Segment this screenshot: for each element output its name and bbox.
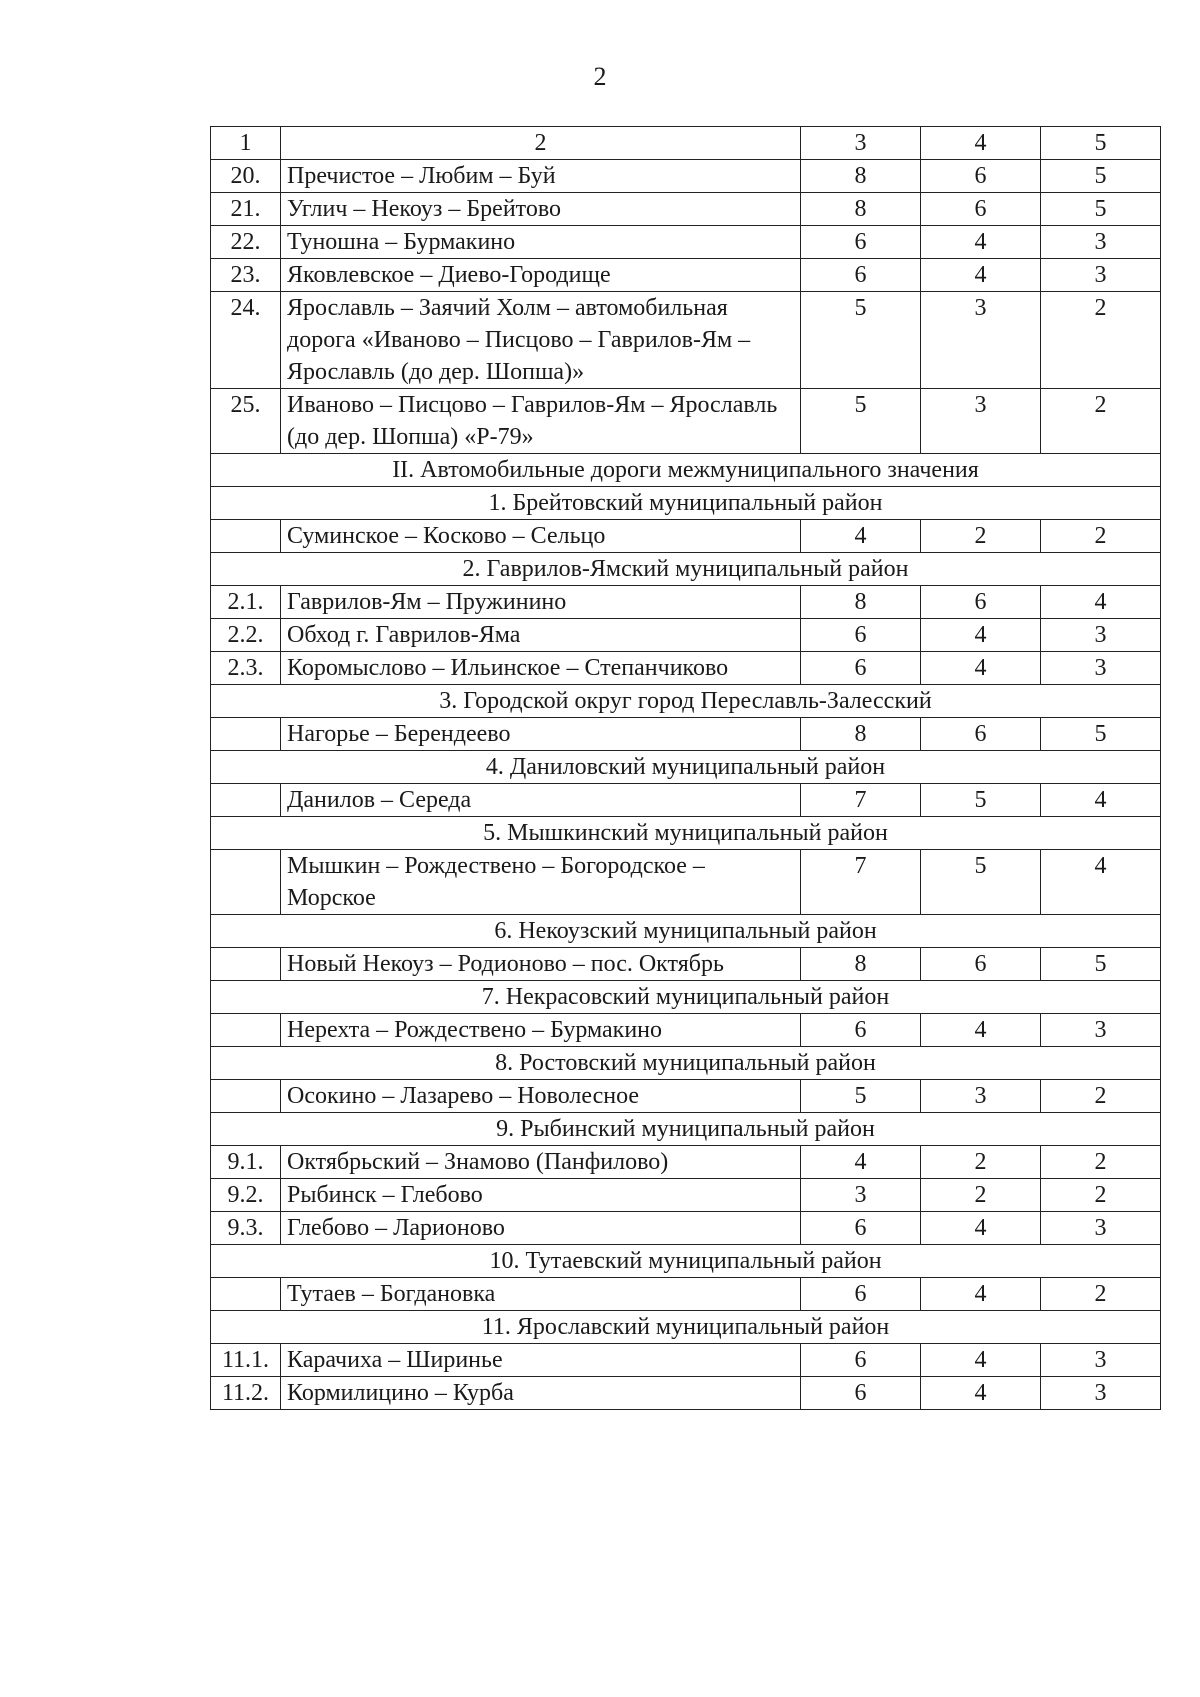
value-col-5: 4 bbox=[1041, 784, 1161, 817]
value-col-4: 4 bbox=[921, 226, 1041, 259]
table-row bbox=[211, 1377, 1161, 1410]
value-col-5: 2 bbox=[1041, 292, 1161, 389]
value-col-5: 5 bbox=[1041, 160, 1161, 193]
road-name: Гаврилов-Ям – Пружинино bbox=[281, 586, 801, 619]
section-row bbox=[211, 981, 1161, 1014]
road-name: Нагорье – Берендеево bbox=[281, 718, 801, 751]
road-name: Кормилицино – Курба bbox=[281, 1377, 801, 1410]
row-number: 21. bbox=[211, 193, 281, 226]
table-row bbox=[211, 1344, 1161, 1377]
road-name: Новый Некоуз – Родионово – пос. Октябрь bbox=[281, 948, 801, 981]
value-col-3: 7 bbox=[801, 784, 921, 817]
value-col-5: 5 bbox=[1041, 193, 1161, 226]
section-title: II. Автомобильные дороги межмуниципального значения bbox=[211, 454, 1161, 487]
value-col-3: 4 bbox=[801, 1146, 921, 1179]
page-number: 2 bbox=[593, 62, 607, 91]
header-cell-5: 5 bbox=[1041, 127, 1161, 160]
value-col-3: 8 bbox=[801, 586, 921, 619]
road-name: Ярославль – Заячий Холм – автомобильная дорога «Иваново – Писцово – Гаврилов-Ям – Ярославль (до дер. Шопша)» bbox=[281, 292, 801, 389]
table-row bbox=[211, 389, 1161, 454]
value-col-3: 6 bbox=[801, 1344, 921, 1377]
table-row bbox=[211, 1080, 1161, 1113]
value-col-5: 3 bbox=[1041, 619, 1161, 652]
table-row bbox=[211, 226, 1161, 259]
section-row bbox=[211, 817, 1161, 850]
road-name: Тутаев – Богдановка bbox=[281, 1278, 801, 1311]
value-col-4: 2 bbox=[921, 1146, 1041, 1179]
value-col-5: 3 bbox=[1041, 652, 1161, 685]
value-col-5: 3 bbox=[1041, 226, 1161, 259]
row-number: 22. bbox=[211, 226, 281, 259]
value-col-3: 6 bbox=[801, 226, 921, 259]
value-col-3: 6 bbox=[801, 619, 921, 652]
value-col-4: 2 bbox=[921, 1179, 1041, 1212]
section-title: 4. Даниловский муниципальный район bbox=[211, 751, 1161, 784]
value-col-4: 4 bbox=[921, 1377, 1041, 1410]
table-row bbox=[211, 619, 1161, 652]
table-row bbox=[211, 193, 1161, 226]
road-name: Нерехта – Рождествено – Бурмакино bbox=[281, 1014, 801, 1047]
value-col-5: 2 bbox=[1041, 1146, 1161, 1179]
header-cell-3: 3 bbox=[801, 127, 921, 160]
row-number: 2.2. bbox=[211, 619, 281, 652]
road-name: Октябрьский – Знамово (Панфилово) bbox=[281, 1146, 801, 1179]
road-name: Обход г. Гаврилов-Яма bbox=[281, 619, 801, 652]
value-col-3: 8 bbox=[801, 718, 921, 751]
section-row bbox=[211, 751, 1161, 784]
value-col-5: 5 bbox=[1041, 948, 1161, 981]
road-name: Пречистое – Любим – Буй bbox=[281, 160, 801, 193]
table-row bbox=[211, 1146, 1161, 1179]
row-number: 24. bbox=[211, 292, 281, 389]
row-number bbox=[211, 520, 281, 553]
road-name: Данилов – Середа bbox=[281, 784, 801, 817]
section-title: 6. Некоузский муниципальный район bbox=[211, 915, 1161, 948]
value-col-5: 4 bbox=[1041, 586, 1161, 619]
value-col-5: 4 bbox=[1041, 850, 1161, 915]
header-row bbox=[211, 127, 1161, 160]
value-col-4: 5 bbox=[921, 850, 1041, 915]
header-cell-4: 4 bbox=[921, 127, 1041, 160]
value-col-5: 3 bbox=[1041, 1377, 1161, 1410]
road-name: Коромыслово – Ильинское – Степанчиково bbox=[281, 652, 801, 685]
road-name: Рыбинск – Глебово bbox=[281, 1179, 801, 1212]
table-row bbox=[211, 259, 1161, 292]
value-col-4: 4 bbox=[921, 1014, 1041, 1047]
value-col-3: 8 bbox=[801, 160, 921, 193]
section-row bbox=[211, 487, 1161, 520]
value-col-3: 8 bbox=[801, 948, 921, 981]
section-row bbox=[211, 1311, 1161, 1344]
road-name: Мышкин – Рождествено – Богородское – Морское bbox=[281, 850, 801, 915]
value-col-5: 3 bbox=[1041, 1212, 1161, 1245]
section-row bbox=[211, 553, 1161, 586]
header-cell-2: 2 bbox=[281, 127, 801, 160]
road-name: Яковлевское – Диево-Городище bbox=[281, 259, 801, 292]
row-number bbox=[211, 948, 281, 981]
road-name: Глебово – Ларионово bbox=[281, 1212, 801, 1245]
section-row bbox=[211, 1245, 1161, 1278]
row-number: 2.3. bbox=[211, 652, 281, 685]
section-title: 9. Рыбинский муниципальный район bbox=[211, 1113, 1161, 1146]
value-col-5: 2 bbox=[1041, 1179, 1161, 1212]
row-number: 11.1. bbox=[211, 1344, 281, 1377]
row-number: 23. bbox=[211, 259, 281, 292]
road-name: Суминское – Косково – Сельцо bbox=[281, 520, 801, 553]
table-row bbox=[211, 160, 1161, 193]
row-number bbox=[211, 1014, 281, 1047]
row-number: 11.2. bbox=[211, 1377, 281, 1410]
value-col-3: 6 bbox=[801, 1014, 921, 1047]
value-col-3: 5 bbox=[801, 1080, 921, 1113]
value-col-4: 6 bbox=[921, 718, 1041, 751]
row-number: 20. bbox=[211, 160, 281, 193]
table-row bbox=[211, 948, 1161, 981]
value-col-5: 2 bbox=[1041, 389, 1161, 454]
value-col-5: 2 bbox=[1041, 520, 1161, 553]
row-number: 9.3. bbox=[211, 1212, 281, 1245]
value-col-4: 6 bbox=[921, 948, 1041, 981]
value-col-3: 6 bbox=[801, 259, 921, 292]
value-col-4: 4 bbox=[921, 259, 1041, 292]
section-row bbox=[211, 1047, 1161, 1080]
value-col-3: 6 bbox=[801, 1377, 921, 1410]
section-title: 1. Брейтовский муниципальный район bbox=[211, 487, 1161, 520]
value-col-5: 2 bbox=[1041, 1080, 1161, 1113]
row-number bbox=[211, 718, 281, 751]
road-name: Туношна – Бурмакино bbox=[281, 226, 801, 259]
value-col-4: 4 bbox=[921, 652, 1041, 685]
row-number: 9.2. bbox=[211, 1179, 281, 1212]
table-row bbox=[211, 1278, 1161, 1311]
table-row bbox=[211, 1212, 1161, 1245]
row-number bbox=[211, 1080, 281, 1113]
section-title: 2. Гаврилов-Ямский муниципальный район bbox=[211, 553, 1161, 586]
table-row bbox=[211, 292, 1161, 389]
value-col-4: 4 bbox=[921, 1344, 1041, 1377]
value-col-3: 3 bbox=[801, 1179, 921, 1212]
table-row bbox=[211, 718, 1161, 751]
value-col-3: 6 bbox=[801, 1212, 921, 1245]
value-col-5: 3 bbox=[1041, 1344, 1161, 1377]
value-col-4: 6 bbox=[921, 586, 1041, 619]
road-name: Иваново – Писцово – Гаврилов-Ям – Ярославль (до дер. Шопша) «Р-79» bbox=[281, 389, 801, 454]
roads-table bbox=[210, 126, 1161, 1410]
section-title: 5. Мышкинский муниципальный район bbox=[211, 817, 1161, 850]
value-col-3: 5 bbox=[801, 389, 921, 454]
value-col-5: 2 bbox=[1041, 1278, 1161, 1311]
section-title: 11. Ярославский муниципальный район bbox=[211, 1311, 1161, 1344]
row-number bbox=[211, 1278, 281, 1311]
section-row bbox=[211, 915, 1161, 948]
table-row bbox=[211, 1179, 1161, 1212]
section-row bbox=[211, 1113, 1161, 1146]
value-col-5: 5 bbox=[1041, 718, 1161, 751]
value-col-3: 7 bbox=[801, 850, 921, 915]
row-number bbox=[211, 784, 281, 817]
value-col-4: 4 bbox=[921, 1212, 1041, 1245]
section-title: 3. Городской округ город Переславль-Залесский bbox=[211, 685, 1161, 718]
value-col-3: 5 bbox=[801, 292, 921, 389]
table-row bbox=[211, 520, 1161, 553]
table-row bbox=[211, 850, 1161, 915]
road-name: Карачиха – Ширинье bbox=[281, 1344, 801, 1377]
road-name: Углич – Некоуз – Брейтово bbox=[281, 193, 801, 226]
table-body bbox=[211, 127, 1161, 1410]
value-col-3: 4 bbox=[801, 520, 921, 553]
value-col-4: 2 bbox=[921, 520, 1041, 553]
value-col-4: 3 bbox=[921, 1080, 1041, 1113]
value-col-3: 6 bbox=[801, 652, 921, 685]
value-col-4: 4 bbox=[921, 1278, 1041, 1311]
row-number: 9.1. bbox=[211, 1146, 281, 1179]
value-col-4: 4 bbox=[921, 619, 1041, 652]
table-row bbox=[211, 1014, 1161, 1047]
section-title: 7. Некрасовский муниципальный район bbox=[211, 981, 1161, 1014]
section-title: 8. Ростовский муниципальный район bbox=[211, 1047, 1161, 1080]
section-row bbox=[211, 685, 1161, 718]
value-col-4: 6 bbox=[921, 193, 1041, 226]
section-row bbox=[211, 454, 1161, 487]
value-col-3: 8 bbox=[801, 193, 921, 226]
header-cell-1: 1 bbox=[211, 127, 281, 160]
value-col-3: 6 bbox=[801, 1278, 921, 1311]
value-col-4: 3 bbox=[921, 389, 1041, 454]
value-col-5: 3 bbox=[1041, 1014, 1161, 1047]
table-row bbox=[211, 586, 1161, 619]
table-row bbox=[211, 652, 1161, 685]
road-name: Осокино – Лазарево – Новолесное bbox=[281, 1080, 801, 1113]
value-col-4: 3 bbox=[921, 292, 1041, 389]
value-col-5: 3 bbox=[1041, 259, 1161, 292]
section-title: 10. Тутаевский муниципальный район bbox=[211, 1245, 1161, 1278]
value-col-4: 5 bbox=[921, 784, 1041, 817]
row-number bbox=[211, 850, 281, 915]
value-col-4: 6 bbox=[921, 160, 1041, 193]
table-row bbox=[211, 784, 1161, 817]
row-number: 25. bbox=[211, 389, 281, 454]
row-number: 2.1. bbox=[211, 586, 281, 619]
